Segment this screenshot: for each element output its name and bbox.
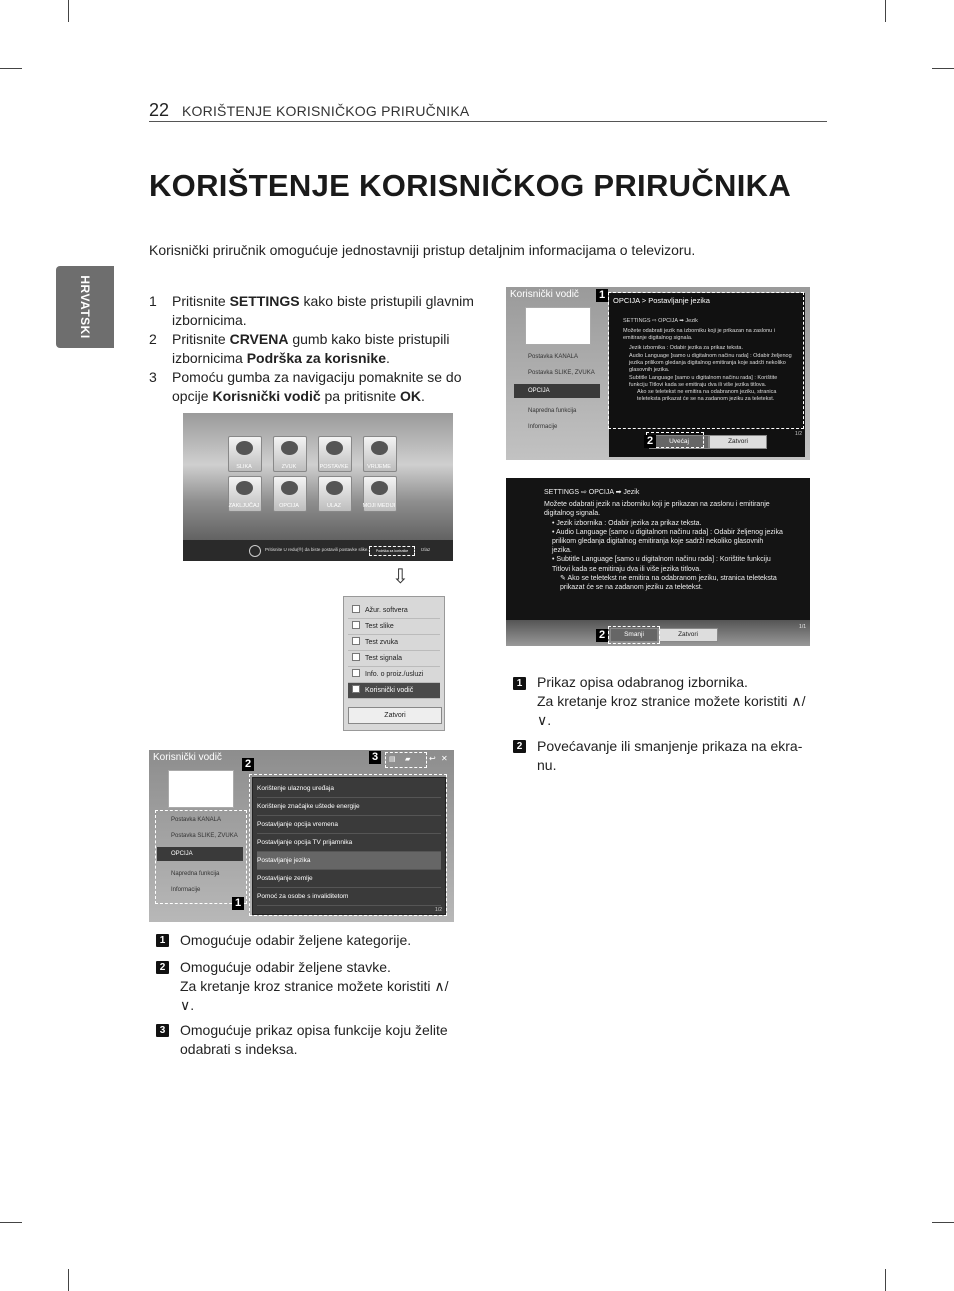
crop-mark [0, 68, 22, 69]
page-title: KORIŠTENJE KORISNIČKOG PRIRUČNIKA [149, 168, 792, 203]
step-text: Pritisnite [172, 331, 230, 347]
language-tab [56, 266, 114, 348]
step-number: 2 [149, 331, 157, 347]
category-item[interactable]: Postavka SLIKE, ZVUKA [171, 833, 238, 839]
callout-badge-3: 3 [369, 751, 381, 764]
tile-label: VRIJEME [367, 464, 391, 470]
menu-item-label: Test zvuka [365, 639, 399, 646]
step-number: 1 [149, 293, 157, 309]
highlight-box-1 [155, 810, 247, 904]
index-icon[interactable]: ▤ [389, 756, 396, 763]
arrow-down-icon: ⇩ [392, 566, 409, 588]
page-number: 22 [149, 100, 170, 120]
breadcrumb: OPCIJA > Postavljanje jezika [613, 296, 710, 305]
close-button[interactable]: Zatvori [709, 435, 767, 449]
legend-badge: 2 [513, 740, 526, 753]
guide-item[interactable]: Postavljanje opcija vremena [257, 816, 441, 834]
menu-item[interactable] [348, 619, 440, 635]
legend-badge: 2 [156, 961, 169, 974]
menu-item[interactable] [348, 603, 440, 619]
highlight-box-2 [249, 774, 447, 916]
guide-title: Korisnički vodič [510, 289, 579, 300]
guide-item-selected[interactable]: Postavljanje jezika [257, 852, 441, 870]
description-text: Možete odabrati jezik na izborniku koji je prikazan na zaslonu i emitiranje digitalnog signala. [544, 501, 770, 518]
note-item: ✎ Ako se teletekst ne emitira na odabranom jeziku, stranica teleteksta prikazat će se na zadanom jeziku za teletekst. [560, 574, 777, 592]
step-text: Pritisnite [172, 293, 230, 309]
step-item [149, 368, 479, 406]
running-header: KORIŠTENJE KORISNIČKOG PRIRUČNIKA [182, 103, 470, 119]
settings-path: SETTINGS ⇨ OPCIJA ➡ Jezik [623, 318, 698, 324]
speaker-icon [281, 441, 298, 455]
menu-item-selected[interactable] [348, 683, 440, 699]
checkbox-icon [352, 653, 360, 661]
crop-mark [932, 1222, 954, 1223]
tile-label: ULAZ [326, 503, 342, 509]
step-text: Pomoću gumba za navigaciju pomaknite se do opcije [172, 369, 462, 404]
step-key: SETTINGS [229, 293, 300, 309]
tile-label: POSTAVKE [319, 464, 349, 470]
bullet-item: • Jezik izbornika : Odabir jezika za prikaz teksta. [552, 519, 702, 527]
step-text: gumb kako biste pristupili izbornicima [172, 331, 450, 366]
checkbox-icon [352, 621, 360, 629]
legend-badge: 3 [156, 1024, 169, 1037]
bullet-text: Subtitle Language [samo u digitalnom načinu rada] : Korištite funkciju Titlovi kada se emitiraju dva ili više jezika titlova. [552, 556, 771, 573]
reduce-button[interactable]: Smanji [610, 628, 658, 642]
crop-mark [885, 1269, 886, 1291]
menu-item-label: Test slike [365, 623, 394, 630]
bullet-text: Jezik izbornika : Odabir jezika za prikaz teksta. [629, 345, 744, 351]
bullet-text: Audio Language [samo u digitalnom načinu rada] : Odabir željenog jezika prilikom gledanja digitalnog emitiranja koje sadrži nekoliko glasovnih jezika. [629, 353, 792, 373]
legend-badge: 1 [513, 677, 526, 690]
hint-bar [183, 540, 453, 561]
tile-label: ZAKLJUČAJ [228, 503, 260, 509]
crop-mark [68, 1269, 69, 1291]
legend-badge: 1 [156, 934, 169, 947]
media-icon [371, 481, 388, 495]
step-text: pa pritisnite [320, 388, 400, 404]
category-item-selected[interactable]: OPCIJA [157, 847, 243, 861]
checkbox-icon [352, 637, 360, 645]
checkbox-icon [352, 605, 360, 613]
close-icon[interactable]: ✕ [441, 754, 448, 763]
bullet-text: Subtitle Language [samo u digitalnom načinu rada] : Korištite funkciju Titlovi kada se emitiraju dva ili više jezika titlova. [629, 375, 778, 388]
legend-text: Za kretanje kroz stranice možete koristiti ∧/∨. [180, 978, 449, 1013]
highlight-box-1 [608, 292, 804, 429]
menu-item[interactable] [348, 635, 440, 651]
close-button[interactable]: Zatvori [348, 707, 442, 724]
category-item[interactable]: Informacije [171, 887, 201, 893]
steps-list [149, 292, 479, 406]
user-guide-fullscreen-screenshot [506, 478, 810, 646]
folder-icon[interactable]: ▰ [405, 756, 411, 763]
legend-text: Za kretanje kroz stranice možete koristiti ∧/∨. [537, 693, 806, 728]
step-item [149, 330, 479, 368]
category-item[interactable]: Informacije [528, 424, 558, 430]
guide-item[interactable]: Postavljanje zemlje [257, 870, 441, 888]
language-tab-label: HRVATSKI [78, 275, 92, 339]
settings-path: SETTINGS ⇨ OPCIJA ➡ Jezik [544, 489, 640, 496]
crop-mark [885, 0, 886, 22]
step-text: . [386, 350, 390, 366]
note-text: Ako se teletekst ne emitira na odabranom jeziku, stranica teleteksta prikazat će se na zadanom jeziku za teletekst. [560, 574, 777, 592]
guide-item[interactable]: Korištenje značajke uštede energije [257, 798, 441, 816]
menu-item[interactable] [348, 667, 440, 683]
guide-item[interactable]: Pomoć za osobe s invaliditetom [257, 888, 441, 906]
plug-icon [326, 481, 343, 495]
description-text-block [544, 488, 784, 592]
callout-badge-2: 2 [596, 629, 608, 642]
category-item[interactable]: Postavka KANALA [528, 354, 579, 360]
step-number: 3 [149, 369, 157, 385]
exit-button[interactable]: Izlaz [421, 547, 431, 552]
crop-mark [932, 68, 954, 69]
crop-mark [68, 0, 69, 22]
guide-title: Korisnički vodič [153, 752, 222, 763]
home-menu-screenshot [183, 413, 453, 561]
step-text: kako biste pristupili glavnim izbornicima. [172, 293, 474, 328]
highlight-box-2 [608, 626, 660, 644]
bullet-item: • Subtitle Language [samo u digitalnom načinu rada] : Korištite funkciju Titlovi kada se emitiraju dva ili više jezika titlova. [552, 556, 771, 573]
callout-badge-1: 1 [232, 897, 244, 910]
user-guide-index-screenshot [149, 750, 454, 922]
category-item[interactable]: Postavka KANALA [171, 817, 222, 823]
menu-item-label: Ažur. softvera [365, 607, 408, 614]
zoom-button[interactable]: Uvećaj [649, 435, 709, 449]
menu-item-label: Test signala [365, 655, 402, 662]
legend-text: Prikaz opisa odabranog izbornika. [537, 674, 748, 690]
user-guide-detail-screenshot [506, 287, 810, 460]
bullet-text: Jezik izbornika : Odabir jezika za prikaz teksta. [556, 519, 702, 527]
support-button[interactable]: Podrška za korisnike [369, 546, 415, 556]
satellite-icon [326, 441, 343, 455]
guide-item[interactable]: Postavljanje opcija TV prijamnika [257, 834, 441, 852]
page-indicator: 1/2 [795, 431, 802, 437]
category-item[interactable]: Napredna funkcija [171, 871, 220, 877]
callout-badge-2: 2 [242, 758, 254, 771]
tile-label: ZVUK [281, 464, 297, 470]
menu-item-label: Korisnički vodič [365, 687, 414, 694]
tile-label: MOJI MEDIJI [362, 503, 396, 509]
preview-thumbnail [168, 770, 234, 808]
tile-label: OPCIJA [279, 503, 299, 509]
legend-text: Omogućuje odabir željene kategorije. [180, 932, 412, 948]
hint-text: Pritisnite U redu(®) da biste postavili postavke slike. [265, 547, 369, 552]
legend-text: Omogućuje prikaz opisa funkcije koju želite odabrati s indeksa. [180, 1022, 448, 1057]
step-key: Podrška za korisnike [246, 350, 386, 366]
legend-text: Povećavanje ili smanjenje prikaza na ekra-nu. [537, 738, 803, 773]
ok-icon [249, 545, 261, 557]
note-text: Ako se teletekst ne emitira na odabranom jeziku, stranica teleteksta prikazat će se na zadanom jeziku za teletekst. [637, 389, 777, 402]
close-button[interactable]: Zatvori [658, 628, 718, 642]
tv-icon [236, 441, 253, 455]
bullet-item: • Audio Language [samo u digitalnom načinu rada] : Odabir željenog jezika prilikom gledanja digitalnog emitiranja koje sadrži nekoliko glasovnih jezika. [552, 528, 783, 555]
callout-badge-2: 2 [644, 435, 656, 448]
category-item[interactable]: Napredna funkcija [528, 408, 577, 414]
intro-text: Korisnički priručnik omogućuje jednostavniji pristup detaljnim informacijama o televizoru. [149, 242, 696, 258]
step-key: OK [400, 388, 421, 404]
menu-item[interactable] [348, 651, 440, 667]
crop-mark [0, 1222, 22, 1223]
callout-badge-1: 1 [596, 289, 608, 302]
category-item-selected[interactable]: OPCIJA [514, 384, 600, 398]
box-icon [281, 481, 298, 495]
step-item [149, 292, 479, 330]
bullet-text: Audio Language [samo u digitalnom načinu rada] : Odabir željenog jezika prilikom gledanja digitalnog emitiranja koje sadrži nekoliko glasovnih jezika. [552, 528, 783, 555]
description-text: Možete odabrati jezik na izborniku koji je prikazan na zaslonu i emitiranje digitalnog signala. [623, 328, 775, 341]
step-key: CRVENA [229, 331, 289, 347]
header-rule [149, 121, 827, 122]
step-text: . [421, 388, 425, 404]
tile-label: SLIKA [236, 464, 252, 470]
back-icon[interactable]: ↩ [429, 754, 436, 763]
page-indicator: 1/2 [435, 907, 442, 913]
checkbox-icon [352, 669, 360, 677]
step-key: Korisnički vodič [212, 388, 321, 404]
support-menu-screenshot [343, 596, 445, 731]
clock-icon [371, 441, 388, 455]
menu-item-label: Info. o proiz./usluzi [365, 671, 424, 678]
legend-text: Omogućuje odabir željene stavke. [180, 959, 391, 975]
page-indicator: 1/1 [799, 624, 806, 630]
lock-icon [236, 481, 253, 495]
preview-thumbnail [525, 307, 591, 345]
guide-item[interactable]: Korištenje ulaznog uređaja [257, 780, 441, 798]
category-item[interactable]: Postavka SLIKE, ZVUKA [528, 370, 595, 376]
checkbox-icon [352, 685, 360, 693]
